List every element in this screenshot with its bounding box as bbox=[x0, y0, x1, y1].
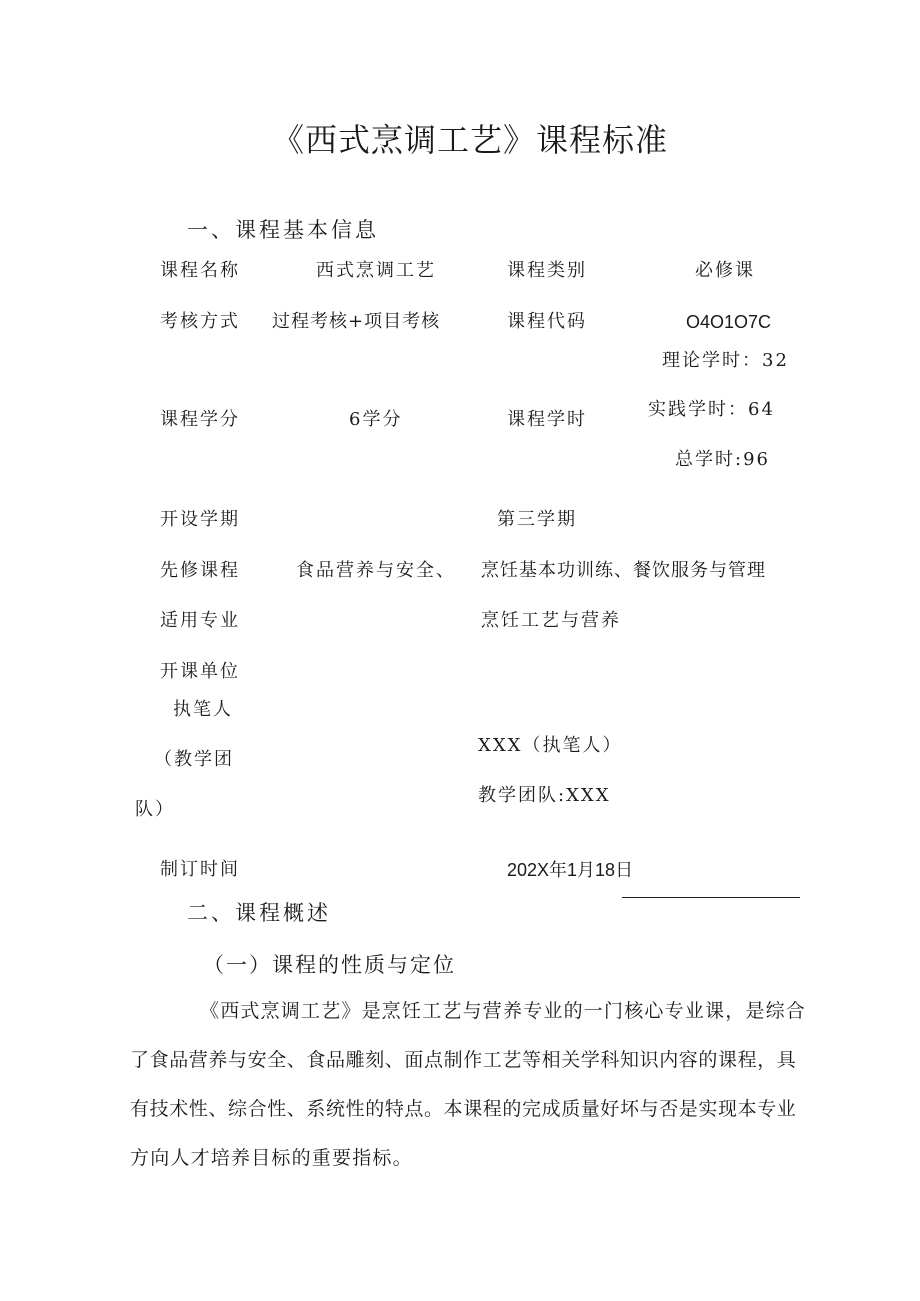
value-major: 烹饪工艺与营养 bbox=[481, 610, 621, 631]
label-unit: 开课单位 bbox=[160, 661, 240, 682]
label-hours: 课程学时 bbox=[507, 409, 587, 430]
value-prerequisites-part2: 烹饪基本功训练、餐饮服务与管理 bbox=[481, 560, 766, 581]
label-prerequisites: 先修课程 bbox=[160, 560, 240, 581]
value-prerequisites-part1: 食品营养与安全、 bbox=[296, 560, 456, 581]
section-heading-basic-info: 一、课程基本信息 bbox=[187, 218, 379, 242]
value-total-hours: 总学时:96 bbox=[675, 449, 770, 470]
value-credit: 6学分 bbox=[349, 409, 403, 430]
value-course-type: 必修课 bbox=[695, 260, 755, 281]
value-practice-hours: 实践学时：64 bbox=[648, 399, 775, 420]
label-course-code: 课程代码 bbox=[507, 311, 587, 332]
value-author: XXX（执笔人） bbox=[478, 735, 623, 756]
label-course-name: 课程名称 bbox=[160, 260, 240, 281]
value-date: 202X年1月18日 bbox=[507, 860, 634, 880]
label-credit: 课程学分 bbox=[160, 409, 240, 430]
label-course-type: 课程类别 bbox=[507, 260, 587, 281]
value-assessment: 过程考核+项目考核 bbox=[272, 311, 441, 332]
value-semester: 第三学期 bbox=[497, 509, 577, 530]
paragraph-line-2: 了食品营养与安全、食品雕刻、面点制作工艺等相关学科知识内容的课程，具 bbox=[130, 1049, 797, 1071]
page-title: 《西式烹调工艺》课程标准 bbox=[272, 121, 669, 159]
label-assessment: 考核方式 bbox=[160, 311, 240, 332]
value-course-code: O4O1O7C bbox=[686, 312, 772, 332]
label-semester: 开设学期 bbox=[160, 509, 240, 530]
subsection-heading-nature: （一）课程的性质与定位 bbox=[203, 953, 456, 977]
label-major: 适用专业 bbox=[160, 610, 240, 631]
paragraph-line-1: 《西式烹调工艺》是烹饪工艺与营养专业的一门核心专业课，是综合 bbox=[200, 1000, 807, 1022]
value-team: 教学团队:XXX bbox=[478, 785, 611, 806]
value-course-name: 西式烹调工艺 bbox=[316, 260, 436, 281]
label-author-line2: （教学团 bbox=[154, 749, 234, 770]
paragraph-line-3: 有技术性、综合性、系统性的特点。本课程的完成质量好坏与否是实现本专业 bbox=[130, 1098, 797, 1120]
value-theory-hours: 理论学时：32 bbox=[662, 350, 789, 371]
label-author-line3: 队） bbox=[135, 799, 175, 820]
section-heading-overview: 二、课程概述 bbox=[187, 901, 331, 925]
date-underline bbox=[622, 897, 800, 898]
label-date: 制订时间 bbox=[160, 859, 240, 880]
label-author-line1: 执笔人 bbox=[173, 699, 233, 720]
paragraph-line-4: 方向人才培养目标的重要指标。 bbox=[130, 1147, 413, 1169]
